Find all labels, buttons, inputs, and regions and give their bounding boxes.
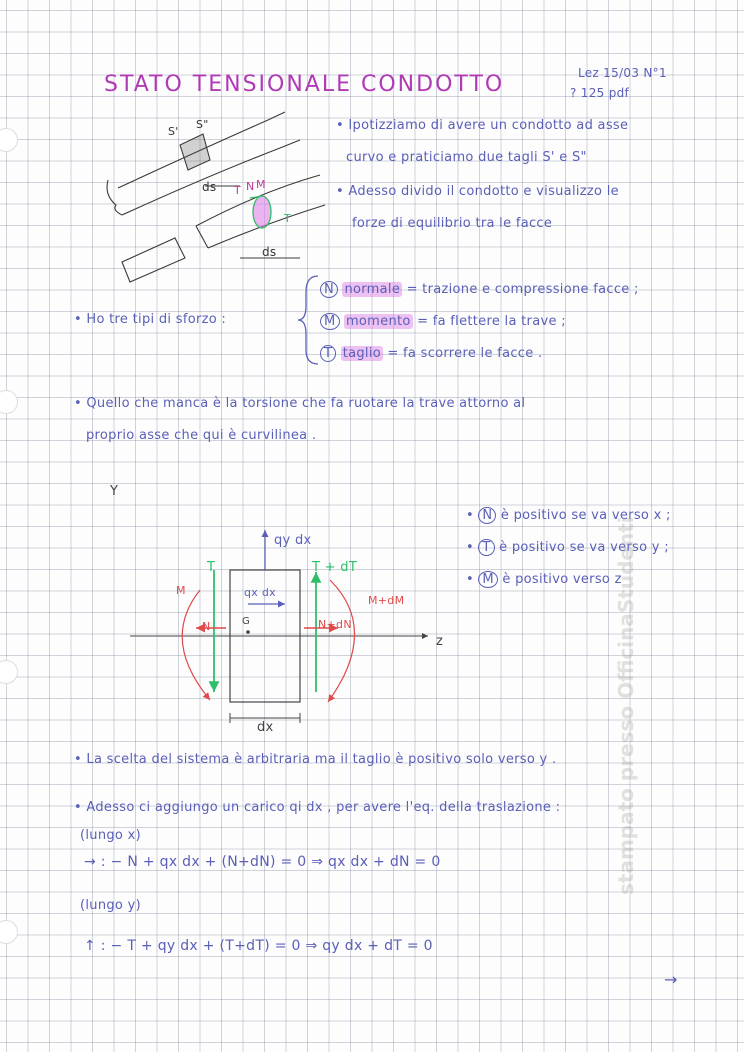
- sketch-label-t2: T: [284, 212, 292, 225]
- convention-n: • N è positivo se va verso x ;: [466, 508, 671, 523]
- convention-t: • T è positivo se va verso y ;: [466, 540, 669, 555]
- continue-arrow: →: [664, 970, 678, 989]
- stress-t-desc: = fa scorrere le facce .: [387, 346, 543, 361]
- sketch-label-t: T: [234, 184, 242, 197]
- stress-t-symbol: T: [320, 345, 336, 362]
- convention-m: • M è positivo verso z: [466, 572, 622, 587]
- sketch-label-m: M: [256, 178, 266, 191]
- diagram-cg: G: [242, 616, 251, 627]
- stress-n-symbol: N: [320, 281, 338, 298]
- stress-m-desc: = fa flettere la trave ;: [417, 314, 566, 329]
- diagram-t-left: T: [207, 560, 216, 575]
- stresses-intro: • Ho tre tipi di sforzo :: [74, 312, 227, 327]
- intro-line-4: forze di equilibrio tra le facce: [352, 216, 553, 231]
- sketch-label-ds1: ds: [202, 180, 217, 194]
- diagram-qy: qy dx: [274, 533, 312, 548]
- sketch-label-ds2: ds: [262, 245, 277, 259]
- equation-x: → : − N + qx dx + (N+dN) = 0 ⇒ qx dx + dN = 0: [84, 854, 441, 870]
- convention-n-symbol: N: [478, 507, 496, 524]
- note-load: • Adesso ci aggiungo un carico qi dx , per avere l'eq. della traslazione :: [74, 800, 561, 815]
- stress-n-name: normale: [344, 282, 401, 297]
- stress-n-desc: = trazione e compressione facce ;: [406, 282, 639, 297]
- page-title: STATO TENSIONALE CONDOTTO: [104, 72, 505, 97]
- stress-m-symbol: M: [320, 313, 340, 330]
- stress-t-name: taglio: [342, 346, 381, 361]
- diagram-n-left: N: [202, 620, 211, 633]
- watermark: stampato presso OfficinaStudenti: [614, 516, 638, 895]
- stress-m-name: momento: [345, 314, 411, 329]
- lecture-pages: ? 125 pdf: [570, 86, 630, 100]
- sketch-label-s1: S': [168, 125, 179, 138]
- convention-t-symbol: T: [478, 539, 494, 556]
- diagram-z-axis: z: [436, 634, 444, 649]
- lecture-ref: Lez 15/03 N°1: [578, 66, 667, 80]
- diagram-n-right: N+dN: [318, 618, 352, 631]
- label-along-x: (lungo x): [80, 828, 141, 843]
- intro-line-2: curvo e praticiamo due tagli S' e S": [346, 150, 587, 165]
- intro-line-1: • Ipotizziamo di avere un condotto ad asse: [336, 118, 629, 133]
- torsion-line-2: proprio asse che qui è curvilinea .: [86, 428, 317, 443]
- sketch-label-s2: S": [196, 118, 209, 131]
- diagram-dx: dx: [257, 720, 274, 735]
- convention-t-text: è positivo se va verso y ;: [499, 540, 669, 555]
- diagram-t-right: T + dT: [312, 560, 358, 575]
- diagram-m-left: M: [176, 584, 186, 597]
- note-choice: • La scelta del sistema è arbitraria ma il taglio è positivo solo verso y .: [74, 752, 557, 767]
- convention-n-text: è positivo se va verso x ;: [500, 508, 671, 523]
- sketch-label-n: N: [246, 180, 255, 193]
- convention-m-text: è positivo verso z: [502, 572, 622, 587]
- torsion-line-1: • Quello che manca è la torsione che fa ruotare la trave attorno al: [74, 396, 526, 411]
- equation-y: ↑ : − T + qy dx + (T+dT) = 0 ⇒ qy dx + dT = 0: [84, 938, 433, 954]
- label-along-y: (lungo y): [80, 898, 141, 913]
- diagram-m-right: M+dM: [368, 594, 405, 607]
- diagram-qx: qx dx: [244, 586, 276, 599]
- intro-line-3: • Adesso divido il condotto e visualizzo le: [336, 184, 619, 199]
- diagram-y-axis: Y: [110, 484, 119, 499]
- convention-m-symbol: M: [478, 571, 498, 588]
